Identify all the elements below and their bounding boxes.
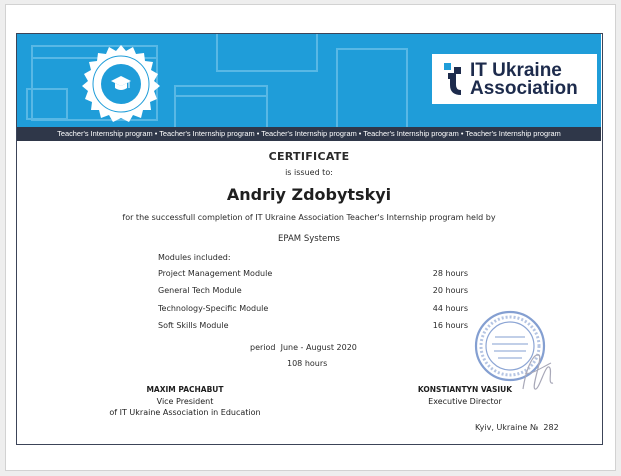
number-value: 282	[543, 423, 559, 432]
module-name: Project Management Module	[158, 269, 273, 278]
module-row	[158, 321, 468, 335]
logo-line2: Association	[470, 78, 578, 99]
module-row	[158, 286, 468, 300]
module-row	[158, 304, 468, 318]
signatory-title: Vice President	[156, 397, 214, 406]
period	[250, 343, 357, 352]
issued-to-label: is issued to:	[285, 168, 333, 177]
module-hours: 16 hours	[432, 321, 468, 330]
module-hours: 28 hours	[432, 269, 468, 278]
total-hours: 108 hours	[287, 359, 328, 368]
module-name: Technology-Specific Module	[158, 304, 269, 313]
logo-mark-icon	[442, 63, 464, 95]
official-stamp	[465, 303, 555, 393]
module-hours: 20 hours	[432, 286, 468, 295]
signatory-title: of IT Ukraine Association in Education	[109, 408, 261, 417]
completion-text: for the successfull completion of IT Ukraine Association Teacher's Internship program held by	[122, 213, 496, 222]
program-ribbon: Teacher's Internship program • Teacher's Internship program • Teacher's Internship program • Teacher's Internship program • Teacher's Internship program	[17, 127, 601, 141]
issue-place: Kyiv, Ukraine	[475, 423, 528, 432]
module-hours: 44 hours	[432, 304, 468, 313]
header-banner	[17, 34, 601, 127]
it-ukraine-logo	[432, 54, 597, 104]
number-label: №	[530, 423, 539, 432]
signatory-title: Executive Director	[428, 397, 502, 406]
signatory-name: MAXIM PACHABUT	[146, 385, 224, 394]
recipient-name: Andriy Zdobytskyi	[226, 185, 392, 204]
module-name: Soft Skills Module	[158, 321, 229, 330]
logo-line1: IT Ukraine	[470, 60, 562, 81]
module-row	[158, 269, 468, 283]
certificate-title: CERTIFICATE	[268, 150, 350, 163]
period-value: June - August 2020	[280, 343, 357, 352]
company-name: EPAM Systems	[278, 234, 340, 244]
period-label: period	[250, 343, 276, 352]
modules-label: Modules included:	[158, 253, 231, 262]
certificate-number	[530, 423, 559, 432]
graduation-cap-icon	[110, 73, 132, 95]
module-name: General Tech Module	[158, 286, 242, 295]
signatory-name: KONSTIANTYN VASIUK	[417, 385, 513, 394]
